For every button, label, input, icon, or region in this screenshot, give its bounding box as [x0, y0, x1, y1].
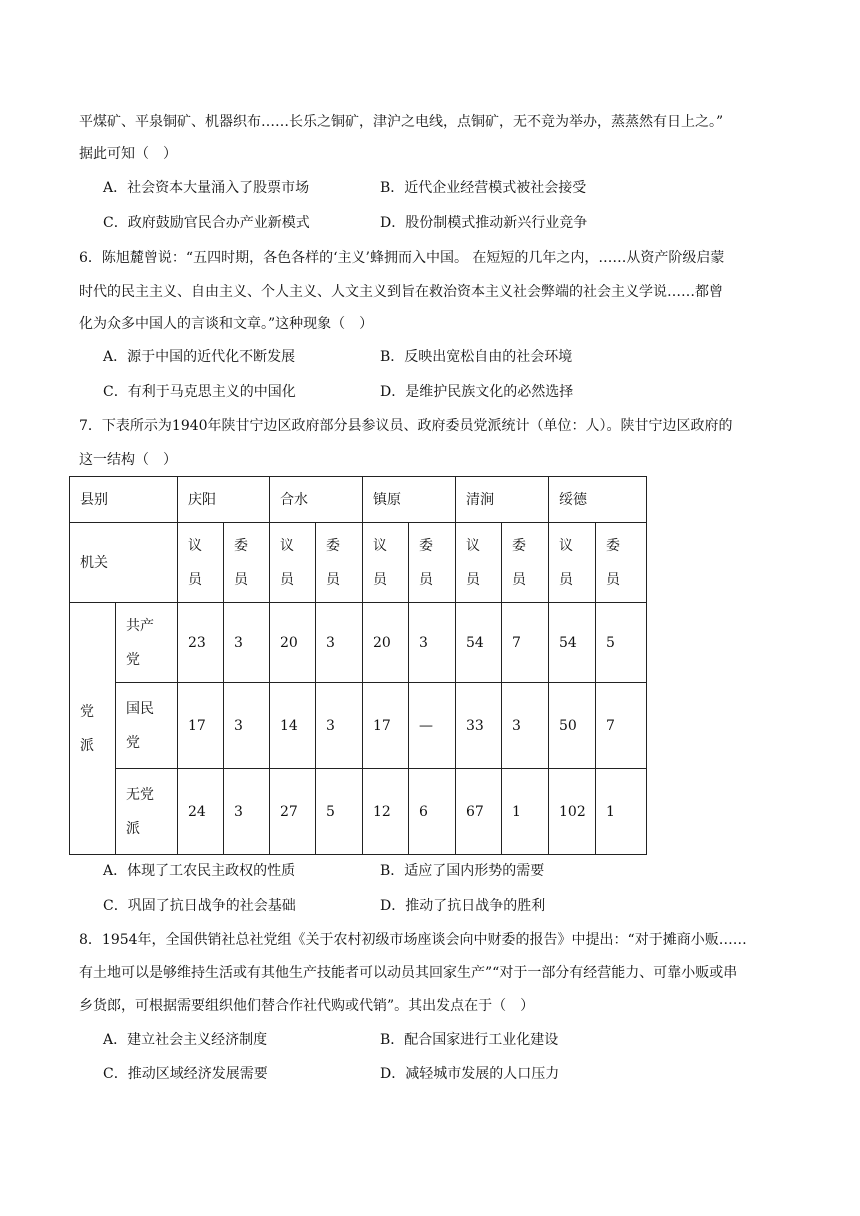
table-cell: 20 — [270, 603, 316, 683]
header-char: 员 — [419, 571, 433, 588]
header-char: 员 — [606, 571, 620, 588]
q5-option-d: D．股份制模式推动新兴行业竞争 — [380, 215, 588, 231]
table-cell: 33 — [456, 683, 502, 769]
header-char: 议 — [559, 537, 573, 554]
table-cell: 67 — [456, 769, 502, 855]
party-name-part: 党 — [126, 734, 140, 751]
table-cell: 20 — [363, 603, 409, 683]
party-name-part: 无党 — [126, 786, 154, 803]
table-cell: 5 — [596, 603, 647, 683]
q5-option-a: A．社会资本大量涌入了股票市场 — [103, 180, 310, 196]
header-char: 员 — [512, 571, 526, 588]
q5-stem-line2: 据此可知（ ） — [79, 146, 177, 162]
committee-header — [224, 523, 270, 603]
party-statistics-table — [69, 476, 647, 855]
q6-option-c: C．有利于马克思主义的中国化 — [103, 384, 296, 400]
committee-header — [596, 523, 647, 603]
party-name-part: 党 — [126, 651, 140, 668]
header-char: 员 — [280, 571, 294, 588]
table-cell: 14 — [270, 683, 316, 769]
councilor-header — [456, 523, 502, 603]
county-header: 镇原 — [363, 477, 456, 523]
q6-stem-line1: 6．陈旭麓曾说：“五四时期，各色各样的‘主义’蜂拥而入中国。 在短短的几年之内，……从资产阶级启蒙 — [79, 250, 725, 266]
table-cell: 54 — [549, 603, 596, 683]
q6-option-d: D．是维护民族文化的必然选择 — [380, 384, 574, 400]
table-cell: 27 — [270, 769, 316, 855]
q7-option-c: C．巩固了抗日战争的社会基础 — [103, 898, 296, 914]
q7-stem-line1: 7．下表所示为1940年陕甘宁边区政府部分县参议员、政府委员党派统计（单位：人）。陕甘宁边区政府的 — [79, 418, 733, 434]
header-char: 议 — [373, 537, 387, 554]
table-cell: 12 — [363, 769, 409, 855]
table-cell: 3 — [409, 603, 456, 683]
header-char: 员 — [234, 571, 248, 588]
q6-stem-line2: 时代的民主主义、自由主义、个人主义、人文主义到旨在救治资本主义社会弊端的社会主义学说……都曾 — [79, 284, 723, 300]
table-cell: 5 — [316, 769, 363, 855]
table-cell: 102 — [549, 769, 596, 855]
header-char: 员 — [373, 571, 387, 588]
table-cell: 17 — [178, 683, 224, 769]
table-header-row — [70, 477, 647, 523]
q8-stem-line3: 乡货郎，可根据需要组织他们替合作社代购或代销”。其出发点在于（ ） — [79, 998, 535, 1014]
party-name-cell — [116, 683, 178, 769]
party-label-char: 党 — [80, 703, 94, 720]
county-header: 清涧 — [456, 477, 549, 523]
header-char: 员 — [326, 571, 340, 588]
q8-option-d: D．减轻城市发展的人口压力 — [380, 1066, 560, 1082]
table-cell: 3 — [316, 683, 363, 769]
table-cell: 1 — [596, 769, 647, 855]
county-label-cell: 县别 — [70, 477, 178, 523]
party-label-char: 派 — [80, 737, 94, 754]
q6-option-b: B．反映出宽松自由的社会环境 — [380, 349, 573, 365]
q7-option-d: D．推动了抗日战争的胜利 — [380, 898, 546, 914]
table-cell: 7 — [596, 683, 647, 769]
table-cell: 3 — [316, 603, 363, 683]
party-label-cell — [70, 603, 116, 855]
committee-header — [316, 523, 363, 603]
party-name-part: 共产 — [126, 617, 154, 634]
q5-option-c: C．政府鼓励官民合办产业新模式 — [103, 215, 310, 231]
party-name-cell — [116, 769, 178, 855]
table-row — [70, 769, 647, 855]
councilor-header — [363, 523, 409, 603]
header-char: 委 — [419, 537, 433, 554]
party-name-part: 国民 — [126, 700, 154, 717]
table-cell: 1 — [502, 769, 549, 855]
header-char: 委 — [512, 537, 526, 554]
table-cell: 6 — [409, 769, 456, 855]
committee-header — [502, 523, 549, 603]
q8-option-c: C．推动区域经济发展需要 — [103, 1066, 268, 1082]
q8-option-b: B．配合国家进行工业化建设 — [380, 1032, 559, 1048]
q7-stem-line2: 这一结构（ ） — [79, 452, 177, 468]
table-cell: 3 — [224, 603, 270, 683]
header-char: 员 — [188, 571, 202, 588]
councilor-header — [549, 523, 596, 603]
table-subheader-row — [70, 523, 647, 603]
table-cell: 54 — [456, 603, 502, 683]
county-header: 绥德 — [549, 477, 647, 523]
table-row — [70, 603, 647, 683]
header-char: 议 — [280, 537, 294, 554]
header-char: 委 — [606, 537, 620, 554]
header-char: 委 — [234, 537, 248, 554]
header-char: 员 — [466, 571, 480, 588]
councilor-header — [178, 523, 224, 603]
q8-stem-line1: 8．1954年，全国供销社总社党组《关于农村初级市场座谈会向中财委的报告》中提出：“对于摊商小贩…… — [79, 932, 747, 948]
table-cell: 3 — [224, 769, 270, 855]
header-char: 员 — [559, 571, 573, 588]
councilor-header — [270, 523, 316, 603]
q6-stem-line3: 化为众多中国人的言谈和文章。”这种现象（ ） — [79, 316, 374, 332]
q6-option-a: A．源于中国的近代化不断发展 — [103, 349, 296, 365]
county-header: 合水 — [270, 477, 363, 523]
q7-option-b: B．适应了国内形势的需要 — [380, 863, 545, 879]
organ-label-cell: 机关 — [70, 523, 178, 603]
table-cell: 24 — [178, 769, 224, 855]
table-cell: 50 — [549, 683, 596, 769]
q5-option-b: B．近代企业经营模式被社会接受 — [380, 180, 587, 196]
header-char: 议 — [466, 537, 480, 554]
header-char: 议 — [188, 537, 202, 554]
table-cell: — — [409, 683, 456, 769]
header-char: 委 — [326, 537, 340, 554]
table-cell: 3 — [502, 683, 549, 769]
table-cell: 17 — [363, 683, 409, 769]
q7-option-a: A．体现了工农民主政权的性质 — [103, 863, 296, 879]
table-cell: 7 — [502, 603, 549, 683]
table-row — [70, 683, 647, 769]
q8-stem-line2: 有土地可以是够维持生活或有其他生产技能者可以动员其回家生产”“对于一部分有经营能力、可靠小贩或串 — [79, 965, 738, 981]
committee-header — [409, 523, 456, 603]
q8-option-a: A．建立社会主义经济制度 — [103, 1032, 268, 1048]
party-name-part: 派 — [126, 820, 140, 837]
table-cell: 23 — [178, 603, 224, 683]
county-header: 庆阳 — [178, 477, 270, 523]
party-name-cell — [116, 603, 178, 683]
q5-stem-line1: 平煤矿、平泉铜矿、机器织布……长乐之铜矿，津沪之电线，点铜矿，无不竞为举办，蒸蒸然有日上之。” — [79, 114, 724, 130]
table-cell: 3 — [224, 683, 270, 769]
